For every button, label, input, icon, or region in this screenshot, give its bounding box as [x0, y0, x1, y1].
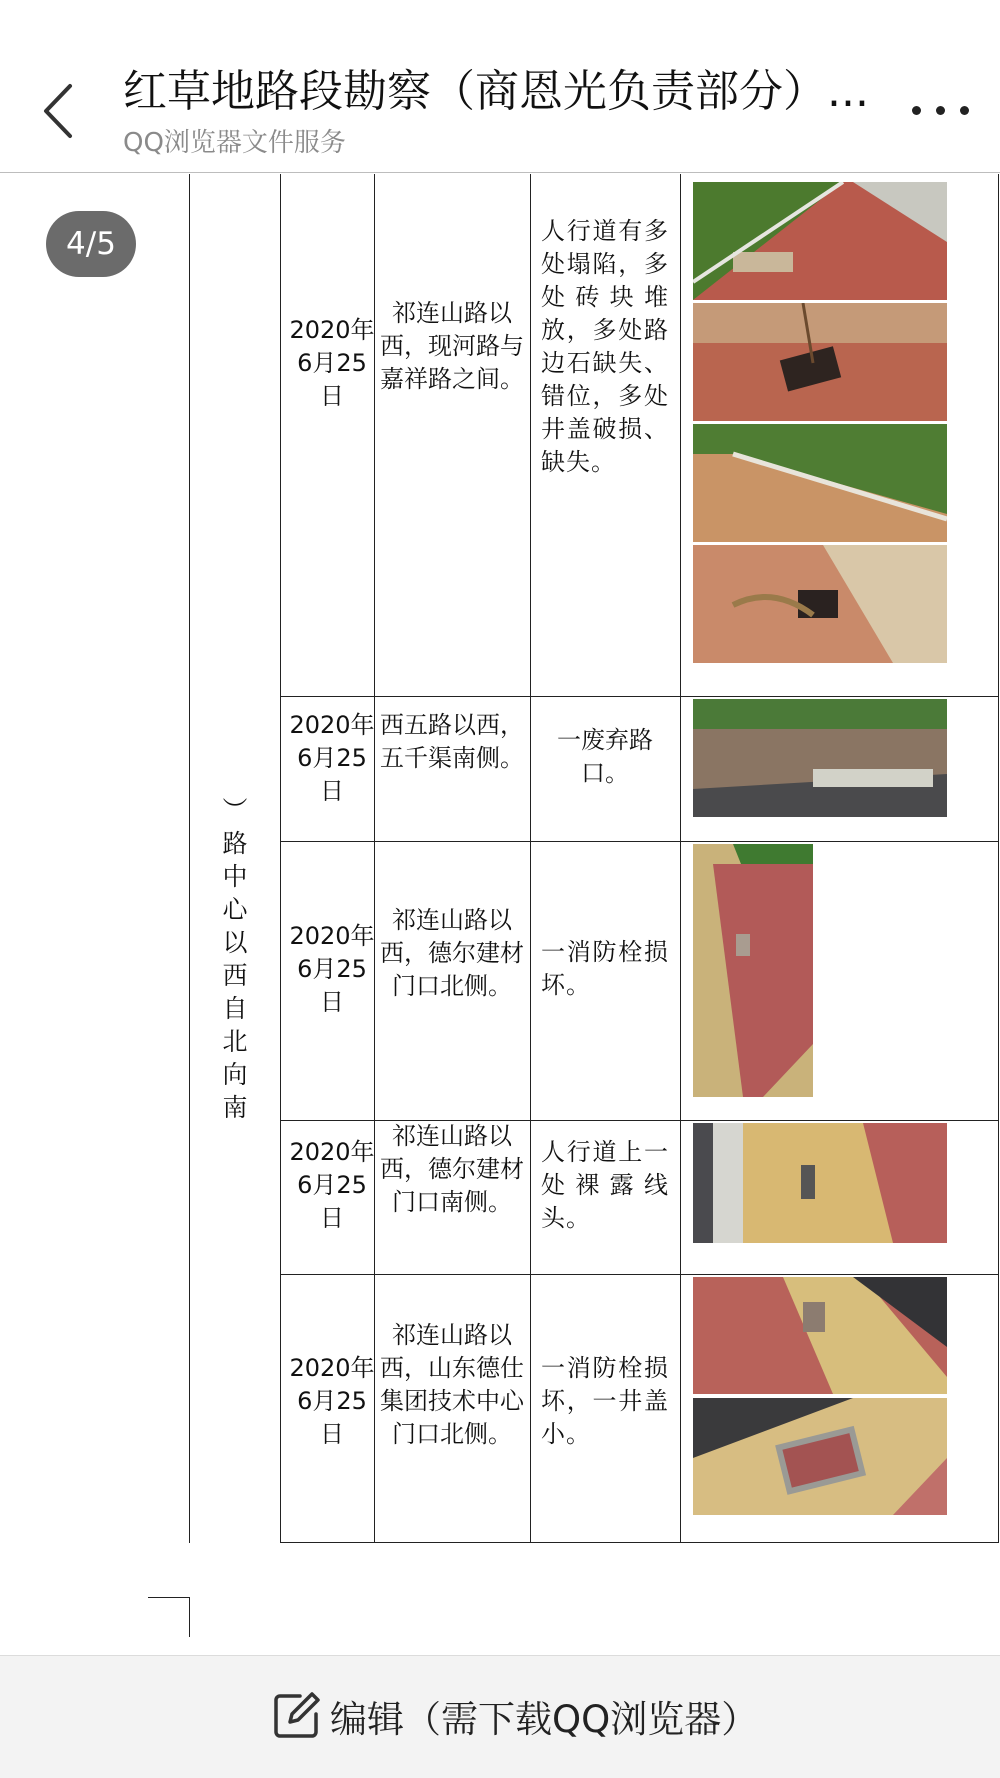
table-border: [189, 174, 190, 1543]
table-cell-issue: 一消防栓损坏，一井盖小。: [541, 1354, 669, 1448]
site-photo: [693, 699, 947, 817]
region-label-char: 自: [222, 994, 248, 1023]
region-label: [218, 794, 252, 1124]
table-cell-issue: 人行道上一处裸露线头。: [541, 1138, 669, 1232]
table-border: [280, 174, 281, 1543]
site-photo: [693, 1277, 947, 1394]
page-corner-mark: [148, 1597, 189, 1598]
region-label-char: 向: [222, 1060, 248, 1089]
site-photo: [693, 303, 947, 421]
page-indicator: 4/5: [46, 211, 136, 277]
top-app-bar: [0, 0, 1000, 173]
table-cell-date: 2020年6月25日: [289, 316, 375, 410]
region-label-char: 北: [222, 1027, 248, 1056]
region-label-char: 南: [222, 1093, 248, 1122]
table-cell-date: 2020年6月25日: [289, 711, 375, 805]
table-border: [280, 696, 998, 697]
table-cell-issue: 一废弃路口。: [557, 726, 653, 787]
table-cell-location: 西五路以西，五千渠南侧。: [380, 711, 524, 772]
page-corner-mark: [189, 1597, 190, 1637]
edit-button[interactable]: [270, 1686, 758, 1746]
edit-icon: [270, 1690, 322, 1742]
edit-button-label: 编辑（需下载QQ浏览器）: [330, 1698, 759, 1741]
table-cell-location: 祁连山路以西，德尔建材门口南侧。: [380, 1122, 524, 1216]
table-border: [530, 174, 531, 1543]
table-border: [680, 174, 681, 1543]
table-cell-date: 2020年6月25日: [289, 1354, 375, 1448]
bottom-action-bar: [0, 1655, 1000, 1778]
table-cell-location: 祁连山路以西，山东德仕集团技术中心门口北侧。: [380, 1321, 524, 1448]
table-cell-date: 2020年6月25日: [289, 1138, 375, 1232]
site-photo: [693, 424, 947, 542]
table-border: [998, 174, 999, 1543]
site-photo: [693, 1123, 947, 1243]
table-cell-issue: 人行道有多处塌陷，多处砖块堆放，多处路边石缺失、错位，多处井盖破损、缺失。: [541, 217, 669, 476]
table-cell-location: 祁连山路以西，现河路与嘉祥路之间。: [380, 299, 524, 393]
site-photo: [693, 1398, 947, 1515]
back-button[interactable]: [36, 78, 86, 144]
more-horizontal-icon: [912, 106, 921, 115]
site-photo: [693, 182, 947, 300]
table-border: [280, 841, 998, 842]
document-title: 红草地路段勘察（商恩光负责部分）...: [123, 66, 869, 117]
table-cell-issue: 一消防栓损坏。: [541, 938, 669, 999]
table-border: [280, 1542, 998, 1543]
table-cell-date: 2020年6月25日: [289, 922, 375, 1016]
document-subtitle: QQ浏览器文件服务: [123, 128, 346, 158]
chevron-left-icon: [36, 78, 86, 144]
site-photo: [693, 545, 947, 663]
region-label-char: 中: [222, 862, 248, 891]
table-cell-location: 祁连山路以西，德尔建材门口北侧。: [380, 906, 524, 1000]
more-options-button[interactable]: [906, 88, 976, 128]
region-label-char: 西: [222, 961, 248, 990]
region-label-char: 路: [222, 829, 248, 858]
region-label-char: ︶: [222, 796, 248, 825]
site-photo: [693, 844, 813, 1097]
table-border: [280, 1274, 998, 1275]
region-label-char: 心: [222, 895, 248, 924]
region-label-char: 以: [222, 928, 248, 957]
document-viewer[interactable]: [0, 174, 1000, 1654]
